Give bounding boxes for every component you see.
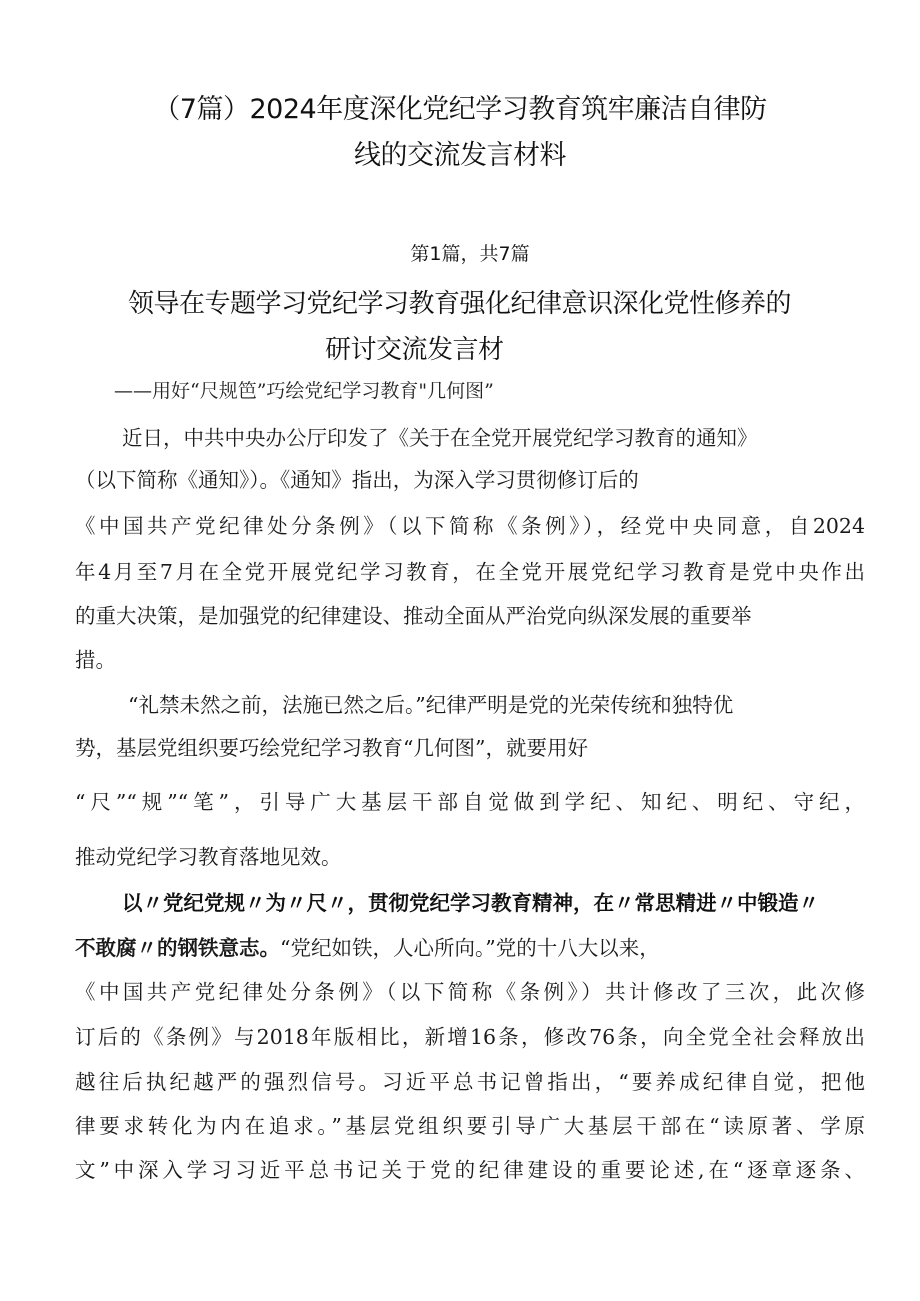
paragraph-1-line: 近日，中共中央办公厅印发了《关于在全党开展党纪学习教育的通知》 [122, 426, 758, 450]
section-title-line-2: 研讨交流发言材 [325, 335, 504, 365]
paragraph-3-line: 律要求转化为内在追求。”基层党组织要引导广大基层干部在“读原著、学原 [75, 1114, 865, 1138]
paragraph-3-quote: “党纪如铁，人心所向。”党的十八大以来， [280, 936, 660, 960]
paragraph-3-line: 订后的《条例》与2018年版相比，新增16条，修改76条，向全党全社会释放出 [75, 1025, 865, 1049]
paragraph-2-line: 推动党纪学习教育落地见效。 [75, 845, 342, 869]
paragraph-3-line: 文”中深入学习习近平总书记关于党的纪律建设的重要论述,在“逐章逐条、 [75, 1158, 865, 1182]
paragraph-1-line: 《中国共产党纪律处分条例》（以下简称《条例》），经党中央同意，自2024 [75, 514, 865, 538]
paragraph-1-line: 的重大决策，是加强党的纪律建设、推动全面从严治党向纵深发展的重要举 [75, 604, 752, 628]
paragraph-1-line: （以下简称《通知》）。《通知》指出，为深入学习贯彻修订后的 [75, 468, 639, 492]
subtitle: ——用好“尺规笆”巧绘党纪学习教育"几何图” [114, 380, 494, 402]
paragraph-3-line: 越往后执纪越严的强烈信号。习近平总书记曾指出，“要养成纪律自觉，把他 [75, 1070, 865, 1094]
paragraph-3-bold-lead: 以〃党纪党规〃为〃尺〃，贯彻党纪学习教育精神，在〃常思精进〃中锻造〃 [122, 891, 819, 915]
paragraph-1-line: 措。 [75, 648, 116, 672]
paragraph-3-bold-end: 不敢腐〃的钢铁意志。 [75, 936, 280, 960]
series-label: 第1篇，共7篇 [410, 243, 530, 265]
document-title-line-2: 线的交流发言材料 [354, 140, 566, 171]
paragraph-2-line: “尺”“规”“笔”，引导广大基层干部自觉做到学纪、知纪、明纪、守纪， [75, 790, 865, 814]
paragraph-2-line: 势，基层党组织要巧绘党纪学习教育“几何图”，就要用好 [75, 736, 588, 760]
section-title-line-1: 领导在专题学习党纪学习教育强化纪律意识深化党性修养的 [128, 289, 792, 319]
paragraph-1-line: 年4月至7月在全党开展党纪学习教育，在全党开展党纪学习教育是党中央作出 [75, 560, 865, 584]
paragraph-3-line-2 [75, 932, 865, 964]
document-title-line-1: （7篇）2024年度深化党纪学习教育筑牢廉洁自律防 [153, 94, 767, 125]
paragraph-2-line: “礼禁未然之前，法施已然之后。”纪律严明是党的光荣传统和独特优 [128, 693, 734, 717]
paragraph-3-line: 《中国共产党纪律处分条例》（以下简称《条例》）共计修改了三次，此次修 [75, 980, 865, 1004]
